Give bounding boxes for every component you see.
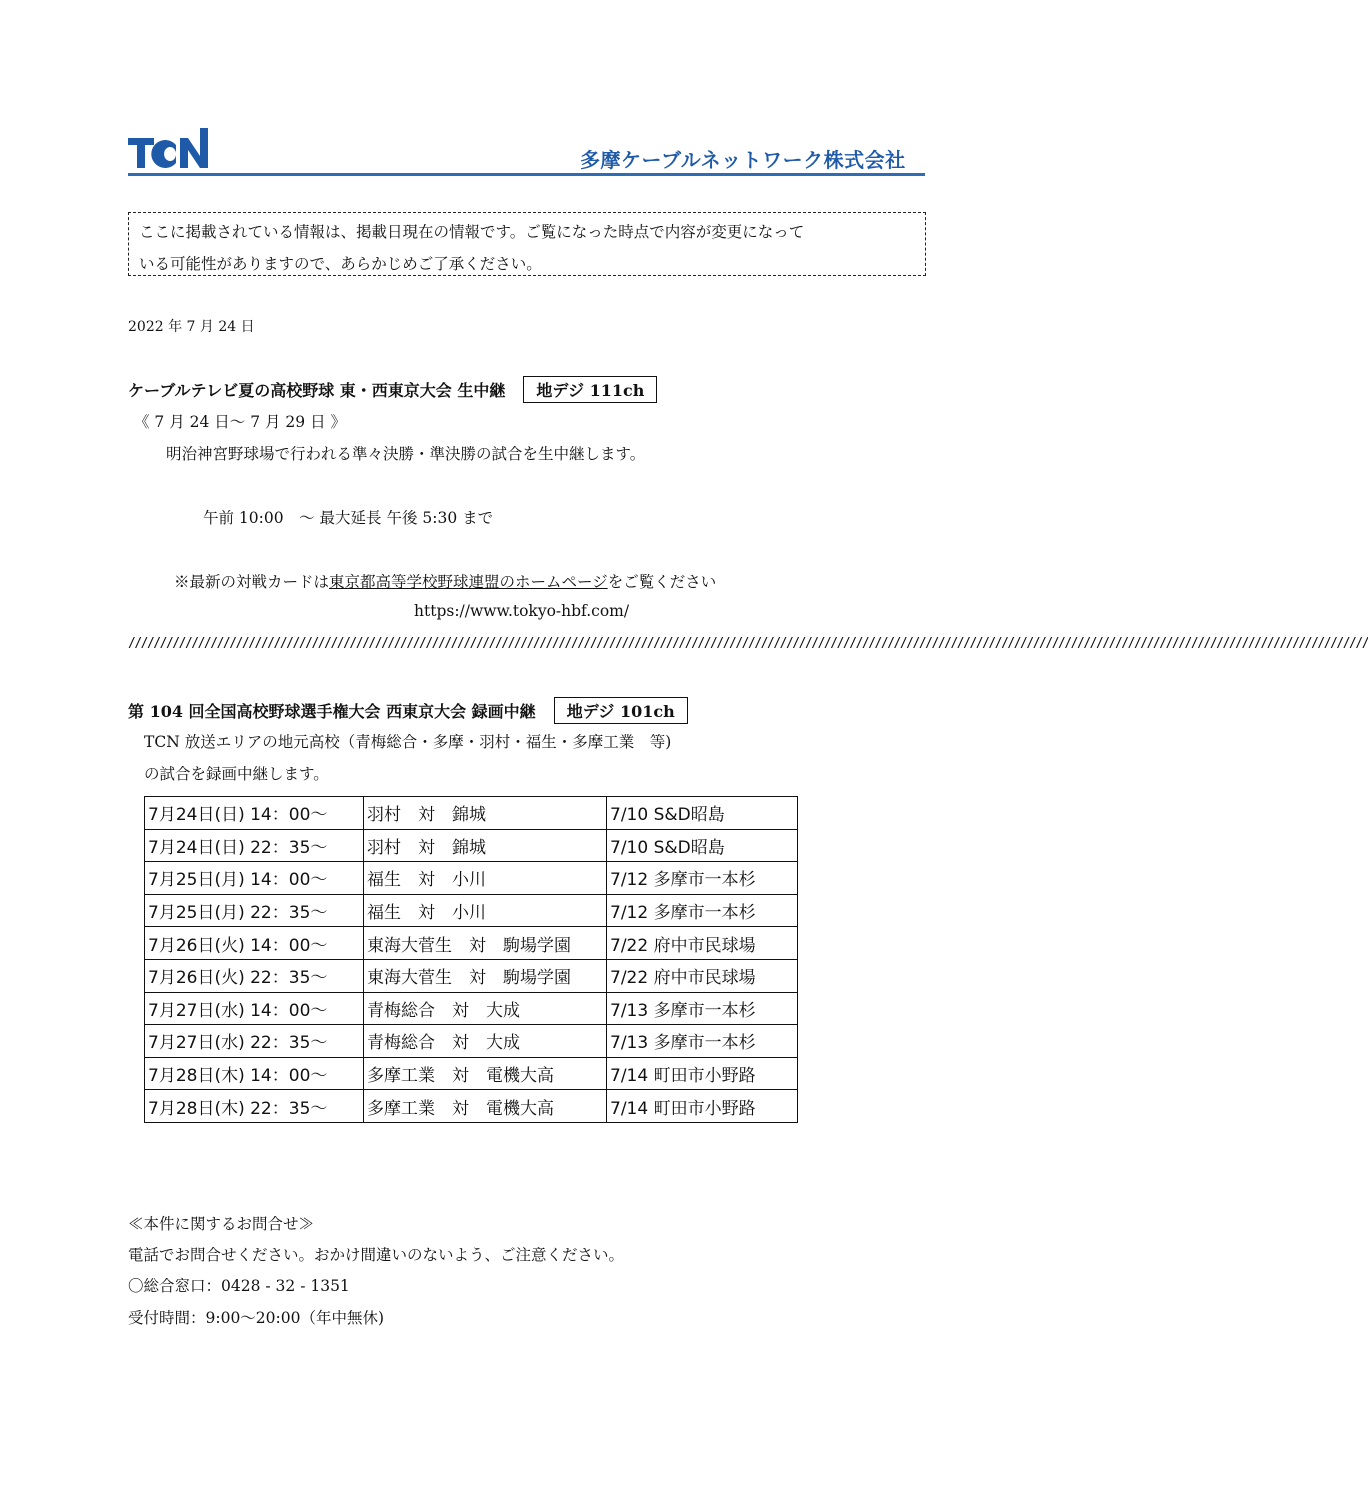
- section2-line-1: TCN 放送エリアの地元高校（青梅総合・多摩・羽村・福生・多摩工業 等): [144, 733, 672, 751]
- schedule-datetime: 7月28日(木) 22：35～: [145, 1090, 364, 1123]
- table-row: [145, 927, 798, 960]
- schedule-datetime: 7月25日(月) 22：35～: [145, 894, 364, 927]
- hbf-homepage-link[interactable]: 東京都高等学校野球連盟のホームページ: [329, 573, 608, 591]
- section2-channel-badge: 地デジ 101ch: [554, 697, 688, 724]
- schedule-original-game: 7/14 町田市小野路: [607, 1057, 798, 1090]
- section1-channel-badge: 地デジ 111ch: [523, 376, 657, 403]
- schedule-match: 東海大菅生 対 駒場学園: [364, 959, 607, 992]
- notice-box: [128, 212, 926, 276]
- schedule-match: 羽村 対 錦城: [364, 797, 607, 830]
- note-suffix: をご覧ください: [607, 573, 717, 591]
- broadcast-schedule-table: [144, 796, 798, 1123]
- schedule-datetime: 7月27日(水) 14：00～: [145, 992, 364, 1025]
- separator-line: ////////////////////////////////////////////////////////////////////////////////////////////////////////////////////////////////////////////////////////////////////////////////////////////////////: [128, 636, 1368, 651]
- header-rule: [128, 173, 925, 176]
- section1-note: [174, 570, 716, 592]
- schedule-original-game: 7/13 多摩市一本杉: [607, 992, 798, 1025]
- schedule-original-game: 7/14 町田市小野路: [607, 1090, 798, 1123]
- schedule-match: 青梅総合 対 大成: [364, 1025, 607, 1058]
- schedule-datetime: 7月26日(火) 22：35～: [145, 959, 364, 992]
- company-name: 多摩ケーブルネットワーク株式会社: [580, 148, 906, 172]
- section1-description: 明治神宮野球場で行われる準々決勝・準決勝の試合を生中継します。: [166, 445, 646, 463]
- contact-line-1: 電話でお問合せください。おかけ間違いのないよう、ご注意ください。: [128, 1246, 625, 1264]
- table-row: [145, 959, 798, 992]
- table-row: [145, 1090, 798, 1123]
- schedule-datetime: 7月24日(日) 22：35～: [145, 829, 364, 862]
- schedule-datetime: 7月27日(水) 22：35～: [145, 1025, 364, 1058]
- schedule-original-game: 7/10 S&D昭島: [607, 797, 798, 830]
- schedule-original-game: 7/12 多摩市一本杉: [607, 862, 798, 895]
- section1-period: 《 7 月 24 日～ 7 月 29 日 》: [134, 413, 347, 431]
- section1-title-text: ケーブルテレビ夏の高校野球 東・西東京大会 生中継: [128, 381, 506, 400]
- schedule-original-game: 7/22 府中市民球場: [607, 959, 798, 992]
- schedule-match: 福生 対 小川: [364, 862, 607, 895]
- contact-hours: 受付時間：9:00～20:00（年中無休): [128, 1309, 385, 1327]
- table-row: [145, 797, 798, 830]
- table-row: [145, 1025, 798, 1058]
- schedule-match: 羽村 対 錦城: [364, 829, 607, 862]
- schedule-original-game: 7/10 S&D昭島: [607, 829, 798, 862]
- tcn-logo: [128, 128, 212, 170]
- contact-phone: 〇総合窓口：0428 - 32 - 1351: [128, 1277, 350, 1295]
- hbf-url[interactable]: https://www.tokyo-hbf.com/: [414, 602, 630, 620]
- section2-title-text: 第 104 回全国高校野球選手権大会 西東京大会 録画中継: [128, 702, 536, 721]
- schedule-match: 多摩工業 対 電機大高: [364, 1057, 607, 1090]
- section2-title: [128, 697, 688, 724]
- table-row: [145, 862, 798, 895]
- schedule-original-game: 7/12 多摩市一本杉: [607, 894, 798, 927]
- table-row: [145, 1057, 798, 1090]
- schedule-match: 青梅総合 対 大成: [364, 992, 607, 1025]
- notice-line-1: ここに掲載されている情報は、掲載日現在の情報です。ご覧になった時点で内容が変更になって: [139, 223, 805, 241]
- contact-heading: ≪本件に関するお問合せ≫: [128, 1215, 315, 1233]
- section1-title: [128, 376, 657, 403]
- section1-time: 午前 10:00 ～ 最大延長 午後 5:30 まで: [203, 509, 494, 527]
- schedule-datetime: 7月24日(日) 14：00～: [145, 797, 364, 830]
- schedule-match: 東海大菅生 対 駒場学園: [364, 927, 607, 960]
- schedule-original-game: 7/13 多摩市一本杉: [607, 1025, 798, 1058]
- note-prefix: ※最新の対戦カードは: [174, 573, 330, 591]
- schedule-datetime: 7月25日(月) 14：00～: [145, 862, 364, 895]
- schedule-match: 福生 対 小川: [364, 894, 607, 927]
- schedule-datetime: 7月26日(火) 14：00～: [145, 927, 364, 960]
- schedule-original-game: 7/22 府中市民球場: [607, 927, 798, 960]
- table-row: [145, 829, 798, 862]
- table-row: [145, 992, 798, 1025]
- notice-line-2: いる可能性がありますので、あらかじめご了承ください。: [139, 255, 542, 273]
- schedule-datetime: 7月28日(木) 14：00～: [145, 1057, 364, 1090]
- table-row: [145, 894, 798, 927]
- schedule-match: 多摩工業 対 電機大高: [364, 1090, 607, 1123]
- section2-line-2: の試合を録画中継します。: [144, 765, 329, 783]
- publish-date: 2022 年 7 月 24 日: [128, 319, 255, 335]
